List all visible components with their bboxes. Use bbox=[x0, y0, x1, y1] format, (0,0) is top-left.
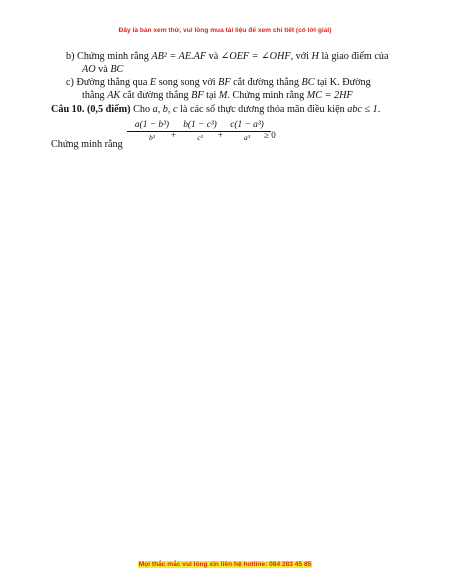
var-h: H bbox=[311, 51, 319, 62]
part-c-text-5: thẳng bbox=[82, 90, 105, 101]
part-b-line-1 bbox=[66, 51, 388, 62]
question-10-line bbox=[51, 104, 380, 115]
fraction-3-numerator: c(1 − a³) bbox=[230, 120, 264, 130]
part-c-text-3: cắt đường thẳng bbox=[233, 77, 299, 88]
q10-text-1: Cho bbox=[133, 104, 151, 115]
var-abc: a, b, c bbox=[152, 104, 178, 115]
plus-sign-1: + bbox=[171, 130, 177, 140]
part-b-text: Chứng minh rằng bbox=[77, 51, 149, 62]
fraction-2-numerator: b(1 − c³) bbox=[183, 120, 217, 130]
part-c-text-1: Đường thẳng qua bbox=[76, 77, 148, 88]
part-b-line-2 bbox=[82, 64, 123, 75]
preview-notice-banner: Đây là bản xem thử, vui lòng mua tài liệu để xem chi tiết (có lời giải) bbox=[118, 27, 332, 34]
var-bf-2: BF bbox=[191, 90, 204, 101]
var-bc: BC bbox=[110, 64, 124, 75]
part-c-line-1 bbox=[66, 77, 371, 88]
fraction-1-denominator: b³ bbox=[149, 133, 155, 142]
fraction-1-bar bbox=[127, 131, 177, 132]
fraction-1-numerator: a(1 − b³) bbox=[134, 120, 170, 130]
part-b-and: và bbox=[208, 51, 219, 62]
part-b-intersection-text: là giao điểm của bbox=[321, 51, 389, 62]
part-c-text-2: song song với bbox=[158, 77, 216, 88]
part-c-text-6: cắt đường thẳng bbox=[122, 90, 189, 101]
part-b-label: b) bbox=[66, 51, 75, 62]
part-c-text-8: . Chứng minh rằng bbox=[227, 90, 305, 101]
hotline-text: Mọi thắc mắc vui lòng xin liên hệ hotline: 084 283 45 85 bbox=[138, 561, 312, 568]
fraction-2-denominator: c³ bbox=[197, 133, 203, 142]
equation-angle: ∠OEF = ∠OHF bbox=[220, 51, 291, 62]
part-b-and-2: và bbox=[98, 64, 108, 75]
var-ao: AO bbox=[82, 64, 96, 75]
plus-sign-2: + bbox=[218, 130, 224, 140]
var-bf: BF bbox=[218, 77, 231, 88]
var-e: E bbox=[149, 77, 157, 88]
q10-text-2: là các số thực dương thỏa mãn điều kiện bbox=[180, 104, 345, 115]
equation-ab-squared: AB² = AE.AF bbox=[151, 51, 207, 62]
prove-text: Chứng minh rằng bbox=[51, 139, 123, 150]
q10-period: . bbox=[377, 104, 381, 115]
fraction-3-denominator: a³ bbox=[244, 133, 250, 142]
var-ak: AK bbox=[107, 90, 121, 101]
fraction-1 bbox=[127, 120, 177, 142]
part-c-text-4: tại K. Đường bbox=[317, 77, 371, 88]
geq-zero: ≥ 0 bbox=[264, 130, 276, 140]
fraction-2-bar bbox=[176, 131, 224, 132]
part-c-line-2 bbox=[82, 90, 353, 101]
condition-abc: abc ≤ 1 bbox=[347, 104, 378, 115]
part-b-with: , với bbox=[290, 51, 309, 62]
equation-mc: MC = 2HF bbox=[306, 90, 353, 101]
part-c-text-7: tại bbox=[206, 90, 217, 101]
part-c-label: c) bbox=[66, 77, 74, 88]
hotline-footer bbox=[0, 561, 450, 568]
question-10-title: Câu 10. (0,5 điểm) bbox=[51, 104, 131, 115]
fraction-2 bbox=[176, 120, 224, 142]
var-bc-2: BC bbox=[301, 77, 315, 88]
var-m: M bbox=[218, 90, 228, 101]
